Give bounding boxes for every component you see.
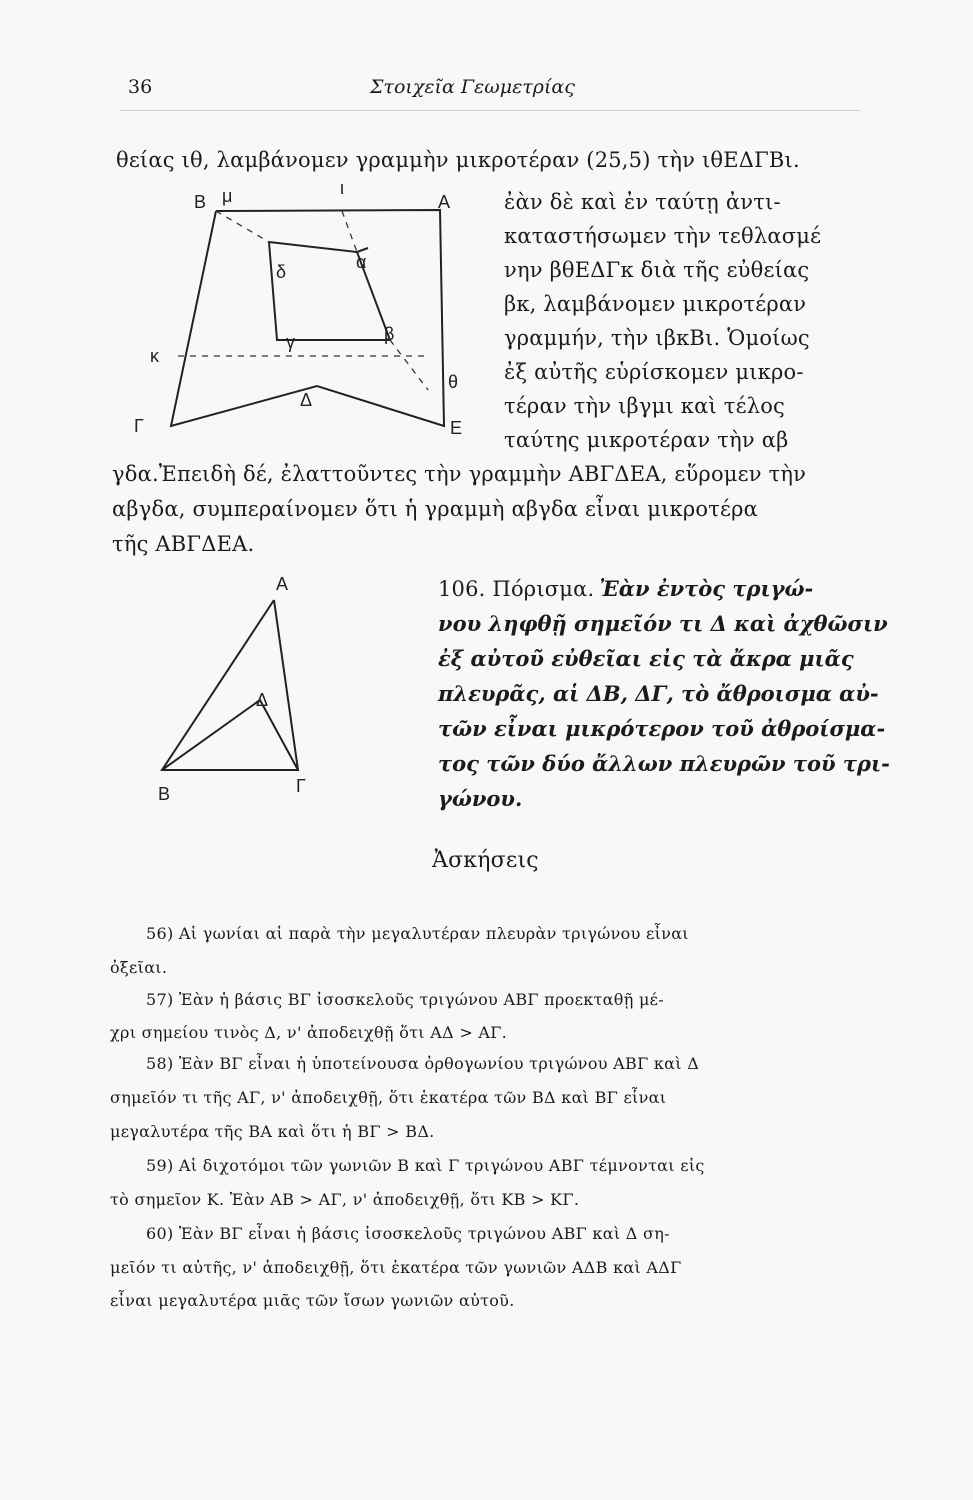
fig1-label-iota: ι [340,178,344,198]
exercises-heading: Ἀσκήσεις [432,848,539,873]
body-line-r7: τέραν τὴν ιβγμι καὶ τέλος [504,394,786,418]
corollary-line-4: πλευρᾶς, αἱ ΔΒ, ΔΓ, τὸ ἄθροισμα αὐ- [438,681,879,706]
fig1-label-kappa: κ [150,346,159,366]
body-line-1: θείας ιθ, λαμβάνομεν γραμμὴν μικροτέραν (25,5) τὴν ιθΕΔΓΒι. [116,148,800,172]
figure-triangle [150,572,320,812]
fig1-label-A: Α [438,192,451,212]
fig1-label-theta: θ [448,372,459,392]
body-line-r6: ἐξ αὐτῆς εὑρίσκομεν μικρο- [504,360,804,384]
corollary-line-2: νου ληφθῇ σημεῖόν τι Δ καὶ ἀχθῶσιν [438,611,888,636]
page-number: 36 [128,76,153,98]
exercise-60-line-2: μεῖόν τι αὐτῆς, ν' ἀποδειχθῇ, ὅτι ἑκατέρα τῶν γωνιῶν ΑΔΒ καὶ ΑΔΓ [110,1258,682,1277]
corollary-line-3: ἐξ αὐτοῦ εὐθεῖαι εἰς τὰ ἄκρα μιᾶς [438,646,854,671]
body-line-3: αβγδα, συμπεραίνομεν ὅτι ἡ γραμμὴ αβγδα εἶναι μικροτέρα [112,497,759,521]
body-line-r8: ταύτης μικροτέραν τὴν αβ [504,428,789,452]
body-line-r1: ἐὰν δὲ καὶ ἐν ταύτῃ ἀντι- [504,190,781,214]
fig2-label-Delta: Δ [256,690,269,710]
fig1-label-gamma: γ [286,332,295,352]
exercise-59-line-2: τὸ σημεῖον Κ. Ἐὰν ΑΒ > ΑΓ, ν' ἀποδειχθῇ, ὅτι ΚΒ > ΚΓ. [110,1190,580,1209]
exercise-58-line-1: 58) Ἐὰν ΒΓ εἶναι ἡ ὑποτείνουσα ὀρθογωνίου τριγώνου ΑΒΓ καὶ Δ [146,1054,700,1073]
running-title: Στοιχεῖα Γεωμετρίας [370,76,575,98]
exercise-58-line-3: μεγαλυτέρα τῆς ΒΑ καὶ ὅτι ἡ ΒΓ > ΒΔ. [110,1122,435,1141]
figure-quadrilateral [128,178,478,458]
exercise-60-line-3: εἶναι μεγαλυτέρα μιᾶς τῶν ἴσων γωνιῶν αὐτοῦ. [110,1291,515,1310]
exercise-60-line-1: 60) Ἐὰν ΒΓ εἶναι ἡ βάσις ἰσοσκελοῦς τριγώνου ΑΒΓ καὶ Δ ση- [146,1224,670,1243]
exercise-56-line-1: 56) Αἱ γωνίαι αἱ παρὰ τὴν μεγαλυτέραν πλευρὰν τριγώνου εἶναι [146,924,689,943]
fig1-label-alpha: α [356,252,367,272]
exercise-58-line-2: σημεῖόν τι τῆς ΑΓ, ν' ἀποδειχθῇ, ὅτι ἑκατέρα τῶν ΒΔ καὶ ΒΓ εἶναι [110,1088,667,1107]
corollary-number: 106. Πόρισμα. [438,577,595,601]
fig1-label-mu: μ [222,186,233,206]
fig1-label-Gamma: Γ [134,416,144,436]
exercise-57-line-2: χρι σημείου τινὸς Δ, ν' ἀποδειχθῇ ὅτι ΑΔ > ΑΓ. [110,1023,508,1042]
body-line-r3: νην βθΕΔΓκ διὰ τῆς εὐθείας [504,258,810,282]
corollary-line-1: Ἐὰν ἐντὸς τριγώ- [599,576,814,601]
fig2-label-B: Β [158,784,171,804]
corollary-line-7: γώνου. [438,786,523,811]
body-line-r2: καταστήσωμεν τὴν τεθλασμέ [504,224,822,248]
body-line-r4: βκ, λαμβάνομεν μικροτέραν [504,292,807,316]
header-rule [120,110,860,111]
fig1-label-Delta: Δ [300,390,313,410]
exercise-59-line-1: 59) Αἱ διχοτόμοι τῶν γωνιῶν Β καὶ Γ τριγώνου ΑΒΓ τέμνονται εἰς [146,1156,705,1175]
exercise-56-line-2: ὀξεῖαι. [110,958,168,977]
body-line-r5: γραμμήν, τὴν ιβκΒι. Ὁμοίως [504,326,810,350]
corollary-line-6: τος τῶν δύο ἄλλων πλευρῶν τοῦ τρι- [438,751,890,776]
corollary-line-5: τῶν εἶναι μικρότερον τοῦ ἀθροίσμα- [438,716,886,741]
fig1-label-E: Ε [450,418,463,438]
body-line-4: τῆς ΑΒΓΔΕΑ. [112,532,255,556]
fig2-label-A: Α [276,574,289,594]
fig1-label-delta: δ [276,262,287,282]
fig1-label-beta: β [384,324,395,344]
fig1-label-B: Β [194,192,207,212]
fig2-label-Gamma: Γ [296,776,306,796]
body-line-2: γδα.Ἐπειδὴ δέ, ἐλαττοῦντες τὴν γραμμὴν ΑΒΓΔΕΑ, εὕρομεν τὴν [112,462,807,486]
exercise-57-line-1: 57) Ἐὰν ἡ βάσις ΒΓ ἰσοσκελοῦς τριγώνου ΑΒΓ προεκταθῇ μέ- [146,990,664,1009]
